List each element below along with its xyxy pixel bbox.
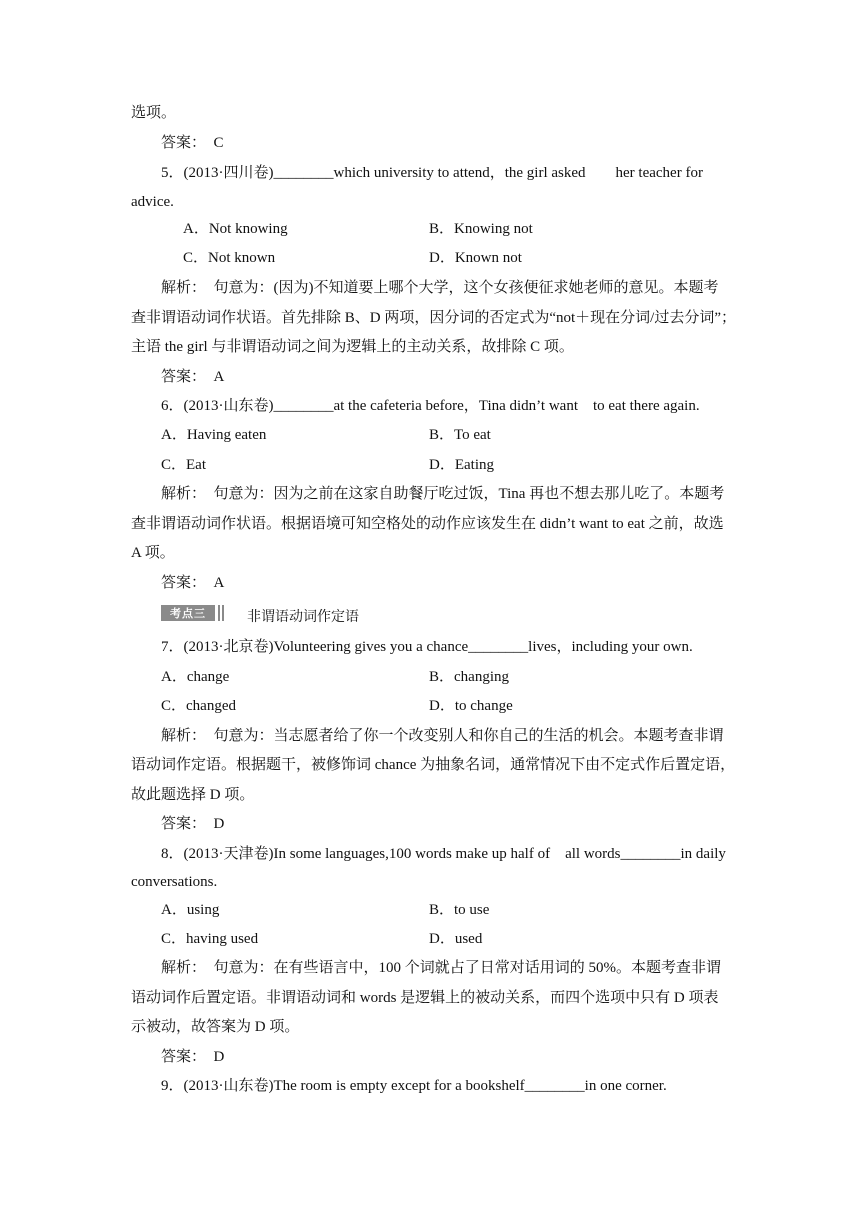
- q7-option-b: B．changing: [429, 669, 509, 685]
- q7-option-d: D．to change: [429, 698, 513, 714]
- q5-option-d: D．Known not: [429, 250, 522, 266]
- question-6: 6．(2013·山东卷)________at the cafeteria before，Tina didn’t want to eat there again.: [161, 398, 700, 414]
- text-line: 选项。: [131, 105, 177, 121]
- question-5-cont: advice.: [131, 194, 174, 210]
- question-8-cont: conversations.: [131, 874, 218, 890]
- section-badge-label: 考点三: [161, 605, 215, 621]
- explanation-8-line2: 语动词作后置定语。非谓语动词和 words 是逻辑上的被动关系，而四个选项中只有 D 项表: [131, 990, 719, 1006]
- explanation-5-line2: 查非谓语动词作状语。首先排除 B、D 两项，因分词的否定式为“not＋现在分词/过去分词”；: [131, 310, 736, 326]
- q6-option-a: A．Having eaten: [161, 427, 267, 443]
- answer-7: 答案： D: [161, 816, 225, 832]
- explanation-6-line1: 解析： 句意为：因为之前在这家自助餐厅吃过饭，Tina 再也不想去那儿吃了。本题考: [161, 486, 725, 502]
- section-title: 非谓语动词作定语: [247, 609, 359, 625]
- question-9: 9．(2013·山东卷)The room is empty except for a bookshelf________in one corner.: [161, 1078, 667, 1094]
- explanation-5-line1: 解析： 句意为：(因为)不知道要上哪个大学，这个女孩便征求她老师的意见。本题考: [161, 280, 719, 296]
- q7-option-c: C．changed: [161, 698, 236, 714]
- q6-option-b: B．To eat: [429, 427, 491, 443]
- q5-option-c: C．Not known: [183, 250, 276, 266]
- q8-option-b: B．to use: [429, 902, 490, 918]
- explanation-8-line1: 解析： 句意为：在有些语言中，100 个词就占了日常对话用词的 50%。本题考查非谓: [161, 960, 721, 976]
- answer-5: 答案： A: [161, 369, 225, 385]
- explanation-7-line3: 故此题选择 D 项。: [131, 787, 255, 803]
- question-5: 5．(2013·四川卷)________which university to attend，the girl asked her teacher for: [161, 165, 703, 181]
- q5-option-a: A．Not knowing: [183, 221, 288, 237]
- explanation-8-line3: 示被动，故答案为 D 项。: [131, 1019, 300, 1035]
- explanation-7-line1: 解析： 句意为：当志愿者给了你一个改变别人和你自己的生活的机会。本题考查非谓: [161, 728, 724, 744]
- q7-option-a: A．change: [161, 669, 230, 685]
- question-7: 7．(2013·北京卷)Volunteering gives you a chance________lives，including your own.: [161, 639, 693, 655]
- section-badge-bars: [218, 605, 224, 621]
- answer-4: 答案： C: [161, 135, 224, 151]
- explanation-6-line3: A 项。: [131, 545, 175, 561]
- q6-option-c: C．Eat: [161, 457, 206, 473]
- explanation-7-line2: 语动词作定语。根据题干，被修饰词 chance 为抽象名词，通常情况下由不定式作后置定语，: [131, 757, 736, 773]
- answer-8: 答案： D: [161, 1049, 225, 1065]
- q8-option-c: C．having used: [161, 931, 259, 947]
- explanation-5-line3: 主语 the girl 与非谓语动词之间为逻辑上的主动关系，故排除 C 项。: [131, 339, 574, 355]
- q8-option-a: A．using: [161, 902, 220, 918]
- q6-option-d: D．Eating: [429, 457, 494, 473]
- section-badge: [161, 604, 227, 621]
- answer-6: 答案： A: [161, 575, 225, 591]
- explanation-6-line2: 查非谓语动词作状语。根据语境可知空格处的动作应该发生在 didn’t want to eat 之前，故选: [131, 516, 724, 532]
- question-8: 8．(2013·天津卷)In some languages,100 words make up half of all words________in daily: [161, 846, 726, 862]
- q8-option-d: D．used: [429, 931, 483, 947]
- q5-option-b: B．Knowing not: [429, 221, 533, 237]
